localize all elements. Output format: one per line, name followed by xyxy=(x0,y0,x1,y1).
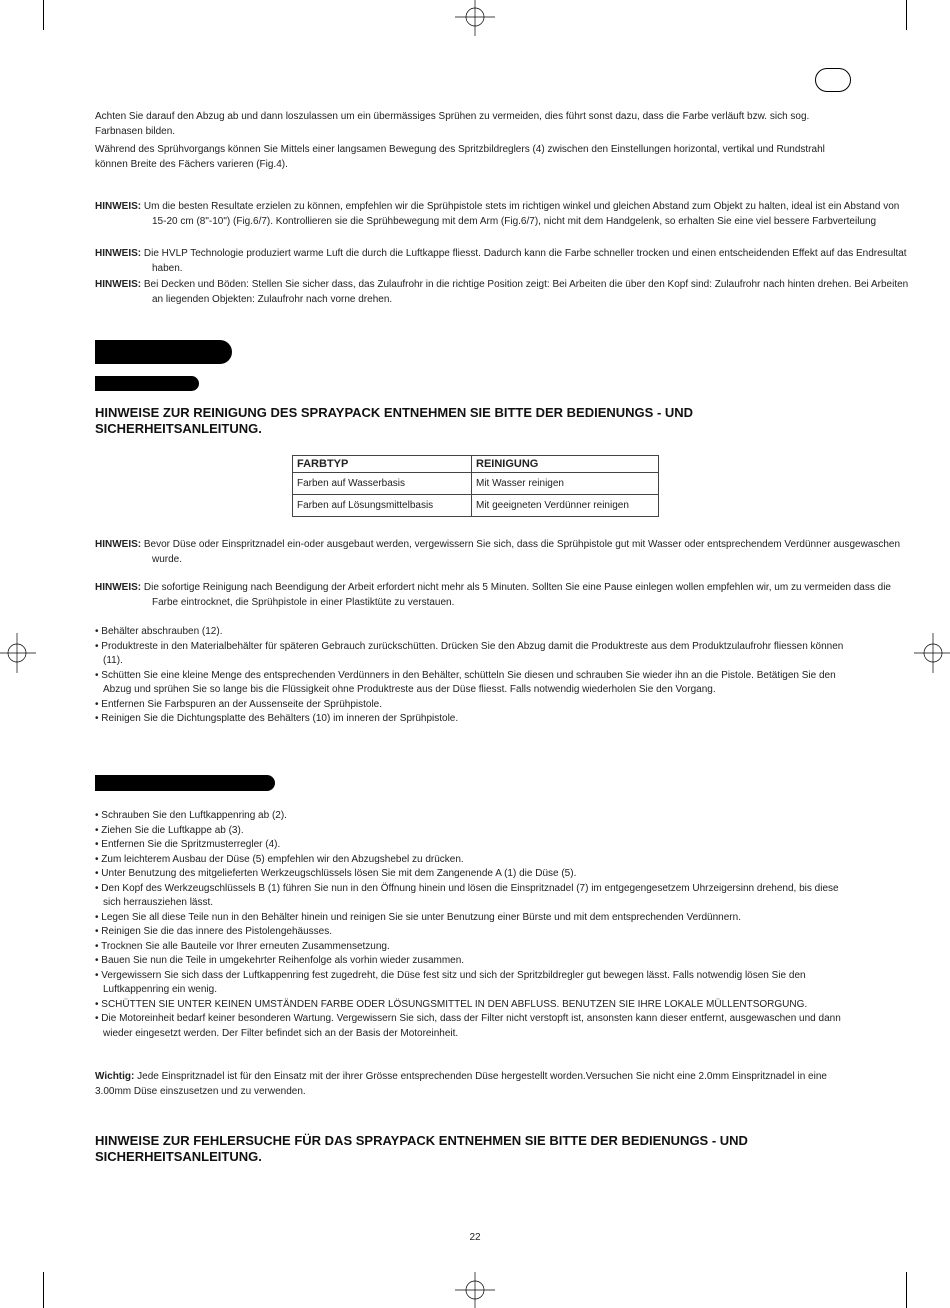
crop-mark-top-right xyxy=(906,0,907,30)
registration-mark-right xyxy=(914,633,950,673)
note-text: Um die besten Resultate erzielen zu können, empfehlen wir die Sprühpistole stets im richtigen winkel und gleichen Abstand zum Objekt zu halten, ideal ist ein Abstand von 15-20 cm (8"-10") (Fig.6/7). Kontrollieren sie die Sprühbewegung mit dem Arm (Fig.6/7), nicht mit dem Handgelenk, so erhalten Sie eine viel bessere Farbverteilung xyxy=(143,201,900,227)
note-2 xyxy=(95,247,912,276)
list-item: • Trocknen Sie alle Bauteile vor Ihrer erneuten Zusammensetzung. xyxy=(95,940,390,952)
note-text: Bevor Düse oder Einspritznadel ein-oder ausgebaut werden, vergewissern Sie sich, dass die Sprühpistole gut mit Wasser oder entsprechendem Verdünner ausgewaschen wurde. xyxy=(143,539,901,565)
table-header-row xyxy=(293,456,659,473)
note-label: HINWEIS: xyxy=(95,201,142,212)
table-row xyxy=(293,473,659,495)
intro-paragraph-1: Achten Sie darauf den Abzug ab und dann loszulassen um ein übermässiges Sprühen zu vermeiden, dies führt sonst dazu, dass die Farbe verläuft bzw. sich sog. Farbnasen bilden. xyxy=(95,111,810,137)
list-item: • Vergewissern Sie sich dass der Luftkappenring fest zugedreht, die Düse fest sitz und sich der Spritzbildregler gut bewegen lässt. Falls notwendig lösen Sie den Luftkappenring ein wenig. xyxy=(95,969,806,995)
important-text: Jede Einspritznadel ist für den Einsatz mit der ihrer Grösse entsprechenden Düse hergestellt worden.Versuchen Sie nicht eine 2.0mm Einspritznadel in eine 3.00mm Düse einszusetzen und zu verwenden. xyxy=(95,1071,827,1097)
cleaning-heading: HINWEISE ZUR REINIGUNG DES SPRAYPACK ENTNEHMEN SIE BITTE DER BEDIENUNGS - UND SICHERHEITSANLEITUNG. xyxy=(95,405,694,436)
list-item: • Schütten Sie eine kleine Menge des entsprechenden Verdünners in den Behälter, schütteln Sie diesen und schrauben Sie wieder ihn an die Pistole. Betätigen Sie den Abzug und sprühen Sie so lange bis die Flüssigkeit ohne Produktreste aus der Düse fliesst. Falls notwendig wiederholen Sie den Vorgang. xyxy=(95,669,836,695)
table-cell: Mit geeigneten Verdünner reinigen xyxy=(472,495,659,517)
registration-mark-bottom xyxy=(455,1272,495,1308)
list-item: • Legen Sie all diese Teile nun in den Behälter hinein und reinigen Sie sie unter Benutzung einer Bürste und mit dem entsprechenden Verdünnern. xyxy=(95,911,741,923)
note-label: HINWEIS: xyxy=(95,539,142,550)
table-header-cell: FARBTYP xyxy=(293,456,472,473)
list-item: • SCHÜTTEN SIE UNTER KEINEN UMSTÄNDEN FARBE ODER LÖSUNGSMITTEL IN DEN ABFLUSS. BENUTZEN SIE IHRE LOKALE MÜLLENTSORGUNG. xyxy=(95,998,808,1010)
crop-mark-bottom-right xyxy=(906,1272,907,1308)
list-item: • Entfernen Sie die Spritzmusterregler (4). xyxy=(95,839,281,850)
language-badge xyxy=(815,68,851,92)
note-label: HINWEIS: xyxy=(95,279,142,290)
crop-mark-bottom-left xyxy=(43,1272,44,1308)
section-title-bar-maintenance xyxy=(95,775,275,791)
table-header-cell: REINIGUNG xyxy=(472,456,659,473)
list-item: • Bauen Sie nun die Teile in umgekehrter Reihenfolge als vorhin wieder zusammen. xyxy=(95,955,465,966)
note-text: Die sofortige Reinigung nach Beendigung der Arbeit erfordert nicht mehr als 5 Minuten. Sollten Sie eine Pause einlegen wollen empfehlen wir, um zu vermeiden dass die Farbe eintrocknet, die Sprühpistole in einer Plastiktüte zu verstauen. xyxy=(143,582,891,608)
list-item: • Produktreste in den Materialbehälter für späteren Gebrauch zurückschütten. Drücken Sie den Abzug damit die Produktreste aus dem Produktzulaufrohr fliessen können (11). xyxy=(95,640,844,666)
list-item: • Entfernen Sie Farbspuren an der Aussenseite der Sprühpistole. xyxy=(95,698,383,710)
note-label: HINWEIS: xyxy=(95,248,142,259)
note-text: Bei Decken und Böden: Stellen Sie sicher dass, das Zulaufrohr in die richtige Position zeigt: Bei Arbeiten die über den Kopf sind: Zulaufrohr nach hinten drehen. Bei Arbeiten an liegenden Objekten: Zulaufrohr nach vorne drehen. xyxy=(143,279,909,305)
list-item: • Ziehen Sie die Luftkappe ab (3). xyxy=(95,824,244,836)
important-label: Wichtig: xyxy=(95,1071,135,1082)
note-3 xyxy=(95,278,912,307)
troubleshooting-heading: HINWEISE ZUR FEHLERSUCHE FÜR DAS SPRAYPACK ENTNEHMEN SIE BITTE DER BEDIENUNGS - UND SICHERHEITSANLEITUNG. xyxy=(95,1133,748,1164)
list-item: • Reinigen Sie die Dichtungsplatte des Behälters (10) im inneren der Sprühpistole. xyxy=(95,713,459,724)
section-title-bar-cleaning xyxy=(95,340,232,364)
page-number: 22 xyxy=(469,1232,481,1243)
list-item: • Reinigen Sie die das innere des Pistolengehäusses. xyxy=(95,926,332,937)
list-item: • Unter Benutzung des mitgelieferten Werkzeugschlüssels lösen Sie mit dem Zangenende A (1) die Düse (5). xyxy=(95,868,577,879)
list-item: • Den Kopf des Werkzeugschlüssels B (1) führen Sie nun in den Öffnung hinein und lösen die Einspritznadel (7) im entgegengesetzem Uhrzeigersinn drehend, bis diese sich herrausziehen lässt. xyxy=(95,882,839,908)
table-cell: Mit Wasser reinigen xyxy=(472,473,659,495)
list-item: • Zum leichterem Ausbau der Düse (5) empfehlen wir den Abzugshebel zu drücken. xyxy=(95,853,464,865)
important-note xyxy=(95,1070,855,1099)
section-subtitle-bar-cleaning xyxy=(95,376,199,391)
maintenance-steps-list xyxy=(95,809,855,1041)
cleaning-steps-list xyxy=(95,625,855,727)
registration-mark-left xyxy=(0,633,36,673)
note-5 xyxy=(95,581,912,610)
table-row xyxy=(293,495,659,517)
list-item: • Behälter abschrauben (12). xyxy=(95,626,223,637)
table-cell: Farben auf Wasserbasis xyxy=(293,473,472,495)
list-item: • Die Motoreinheit bedarf keiner besonderen Wartung. Vergewissern Sie sich, dass der Filter nicht verstopft ist, ansonsten kann dieser entfernt, ausgewaschen und dann wieder eingesetzt werden. Der Filter befindet sich an der Basis der Motoreinheit. xyxy=(95,1013,841,1039)
cleaning-table xyxy=(292,455,659,517)
note-label: HINWEIS: xyxy=(95,582,142,593)
note-1 xyxy=(95,200,912,229)
crop-mark-top-left xyxy=(43,0,44,30)
registration-mark-top xyxy=(455,0,495,36)
list-item: • Schrauben Sie den Luftkappenring ab (2). xyxy=(95,810,287,821)
note-text: Die HVLP Technologie produziert warme Luft die durch die Luftkappe fliesst. Dadurch kann die Farbe schneller trocken und einen entscheidenden Effekt auf das Endresultat haben. xyxy=(143,248,907,274)
table-cell: Farben auf Lösungsmittelbasis xyxy=(293,495,472,517)
note-4 xyxy=(95,538,912,567)
intro-paragraph-2: Während des Sprühvorgangs können Sie Mittels einer langsamen Bewegung des Spritzbildreglers (4) zwischen den Einstellungen horizontal, vertikal und Rundstrahl können Breite des Fächers varieren (Fig.4). xyxy=(95,144,825,170)
